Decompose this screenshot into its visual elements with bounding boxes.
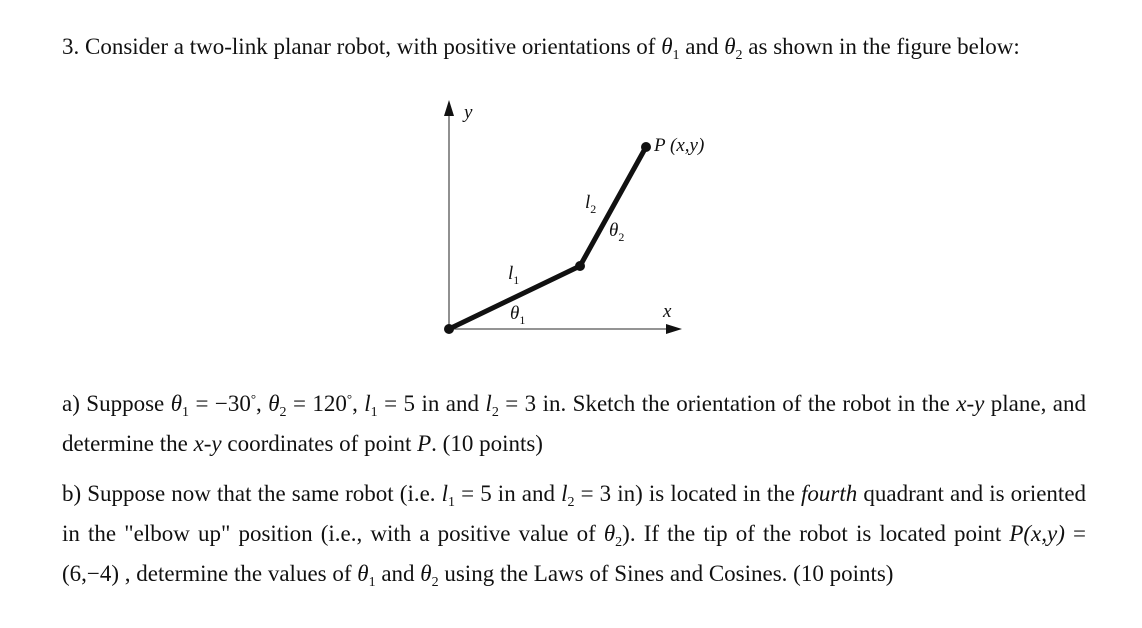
- theta2-symbol: θ: [724, 34, 736, 59]
- part-b-l2: l: [561, 481, 568, 506]
- theta2-subscript: 2: [735, 48, 743, 63]
- part-b-text-4: quadrant and is oriented in the "elbow up" position (i.e., with a positive value of: [62, 481, 1087, 546]
- part-a-text-3: coordinates of point: [221, 431, 412, 456]
- part-a-l2-value: = 3 in. Sketch the orientation of the robot in the: [498, 391, 950, 416]
- part-a-sep-1: ,: [256, 391, 262, 416]
- part-a-point-p: P: [417, 431, 432, 456]
- part-b-l1-sub: 1: [448, 495, 456, 510]
- x-axis-arrow-icon: [666, 324, 682, 334]
- angle1-label: $\theta_1$: [510, 303, 526, 327]
- part-b-text-5: ). If the tip of the robot is located point: [622, 521, 1002, 546]
- theta1-symbol: θ: [661, 34, 673, 59]
- part-a-l1-value: = 5 in and: [377, 391, 479, 416]
- part-a-l2: l: [485, 391, 492, 416]
- part-b-l1: l: [441, 481, 449, 506]
- question-number: 3.: [62, 34, 80, 59]
- part-a-prefix: a) Suppose: [62, 391, 165, 416]
- intro-text-2: as shown in the figure below:: [748, 34, 1020, 59]
- part-a-theta2: θ: [268, 391, 280, 416]
- point-p-label: P (x,y): [654, 135, 705, 156]
- part-b-theta2b: θ: [420, 561, 432, 586]
- y-axis-arrow-icon: [444, 100, 454, 116]
- part-b-text-7: using the Laws of Sines and Cosines. (10 points): [438, 561, 894, 586]
- part-b-l2-sub: 2: [567, 495, 575, 510]
- intro-text-1: Consider a two-link planar robot, with positive orientations of: [85, 34, 656, 59]
- link2-label: $l_2$: [585, 192, 597, 216]
- robot-diagram: [420, 96, 730, 346]
- part-a-xy-1: x-y: [956, 391, 985, 416]
- question-intro: [62, 31, 1086, 71]
- link1-label: $l_1$: [508, 263, 520, 287]
- part-a-l1: l: [364, 391, 371, 416]
- part-b-text-6: = (6,−4) , determine the values of: [62, 521, 1086, 586]
- part-b-text: [62, 478, 1086, 598]
- x-axis-label: x: [663, 301, 672, 322]
- part-a-text-2: plane, and determine the: [62, 391, 1086, 456]
- part-a-text: [62, 383, 1086, 459]
- angle2-label: $\theta_2$: [609, 220, 625, 244]
- part-a-theta2-value: = 120: [286, 391, 347, 416]
- part-b-theta1-sub: 1: [368, 575, 376, 590]
- part-a-text-4: . (10 points): [431, 431, 543, 456]
- part-a-sep-2: ,: [352, 391, 358, 416]
- part-b-theta1: θ: [357, 561, 369, 586]
- part-a-l1-sub: 1: [370, 405, 378, 420]
- part-a-theta1-value: = −30: [189, 391, 251, 416]
- part-b-theta2-sub: 2: [615, 535, 623, 550]
- degree-symbol-1: °: [250, 391, 257, 406]
- part-a-theta1-sub: 1: [182, 405, 190, 420]
- part-b-text-1: b) Suppose now that the same robot (i.e.: [62, 481, 436, 506]
- base-joint: [444, 324, 454, 334]
- part-b-p-expression: P(x,y): [1009, 521, 1065, 546]
- and-word: and: [685, 34, 719, 59]
- part-a-xy-2: x-y: [193, 431, 222, 456]
- robot-figure: [420, 96, 730, 346]
- part-b-fourth: fourth: [801, 481, 858, 506]
- part-b-text-2: = 5 in and: [455, 481, 555, 506]
- part-a-theta2-sub: 2: [279, 405, 287, 420]
- end-effector-point: [641, 142, 651, 152]
- part-a-theta1: θ: [170, 391, 183, 416]
- y-axis-label: y: [464, 102, 473, 123]
- part-b-theta2b-sub: 2: [431, 575, 439, 590]
- part-b-text-3: = 3 in) is located in the: [574, 481, 795, 506]
- part-a-l2-sub: 2: [491, 405, 499, 420]
- theta1-subscript: 1: [672, 48, 680, 63]
- part-b-and: and: [381, 561, 415, 586]
- part-b-theta2: θ: [603, 521, 616, 546]
- elbow-joint: [575, 261, 585, 271]
- degree-symbol-2: °: [346, 391, 353, 406]
